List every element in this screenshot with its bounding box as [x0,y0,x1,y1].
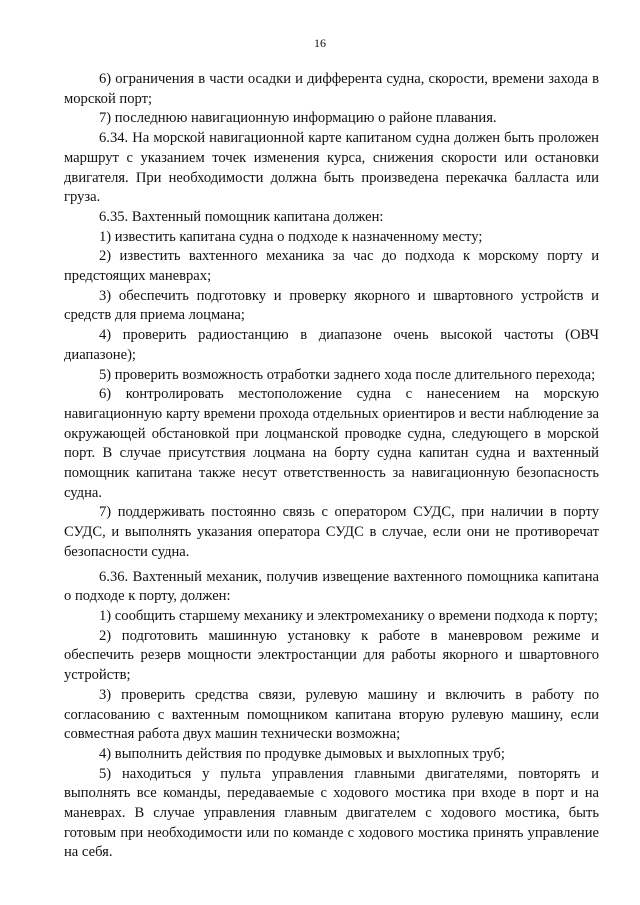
list-item-notify-engineer: 2) известить вахтенного механика за час до подхода к морскому порту и предстоящих маневрах; [64,248,599,285]
list-item-blow-pipes: 4) выполнить действия по продувке дымовых и выхлопных труб; [99,745,505,762]
clause-6-36-heading: 6.36. Вахтенный механик, получив извещение вахтенного помощника капитана о подходе к порту, должен: [64,568,599,605]
clause-6-34: 6.34. На морской навигационной карте капитаном судна должен быть проложен маршрут с указанием точек изменения курса, снижения скорости или остановки двигателя. При необходимости должна быть произведена перекачка балласта или груза. [64,130,599,206]
list-item-radio-check: 4) проверить радиостанцию в диапазоне очень высокой частоты (ОВЧ диапазоне); [64,327,599,363]
list-item-engine-control: 5) находиться у пульта управления главными двигателями, повторять и выполнять все команды, передаваемые с ходового мостика при входе в порт и на маневрах. В случае управления главным двигателем с ходового мостика, быть готовым при необходимости или по команде с ходового мостика принять управление на себя. [64,765,599,861]
list-item-astern-check: 5) проверить возможность отработки заднего хода после длительного перехода; [99,366,596,383]
list-item-draft-trim: 6) ограничения в части осадки и дифферента судна, скорости, времени захода в морской порт; [64,71,599,107]
list-item-steering-check: 3) проверить средства связи, рулевую машину и включить в работу по согласованию с вахтенным помощником капитана вторую рулевую машину, если совместная работа двух машин технически возможна; [64,686,599,743]
list-item-anchor-mooring: 3) обеспечить подготовку и проверку якорного и швартовного устройств и средств для приема лоцмана; [64,287,599,324]
list-item-inform-chief-engineer: 1) сообщить старшему механику и электромеханику о времени подхода к порту; [99,607,598,624]
clause-6-35-heading: 6.35. Вахтенный помощник капитана должен: [99,208,384,225]
document-body [64,70,599,863]
list-item-navigation-info: 7) последнюю навигационную информацию о районе плавания. [99,110,497,127]
list-item-vts-contact: 7) поддерживать постоянно связь с оператором СУДС, при наличии в порту СУДС, и выполнять указания оператора СУДС в случае, если они не противоречат безопасности судна. [64,504,599,560]
list-item-position-control: 6) контролировать местоположение судна с нанесением на морскую навигационную карту времени прохода отдельных ориентиров и вести наблюдение за окружающей обстановкой при лоцманской проводке судна, следующего в морской порт. В случае присутствия лоцмана на борту судна капитан судна и вахтенный помощник капитана также несут ответственность за навигационную безопасность судна. [64,386,599,501]
page-number: 16 [314,36,326,50]
list-item-prepare-machinery: 2) подготовить машинную установку к работе в маневровом режиме и обеспечить резерв мощности электростанции для работы якорного и швартовного устройств; [64,627,599,684]
list-item-notify-captain: 1) известить капитана судна о подходе к назначенному месту; [99,228,483,245]
